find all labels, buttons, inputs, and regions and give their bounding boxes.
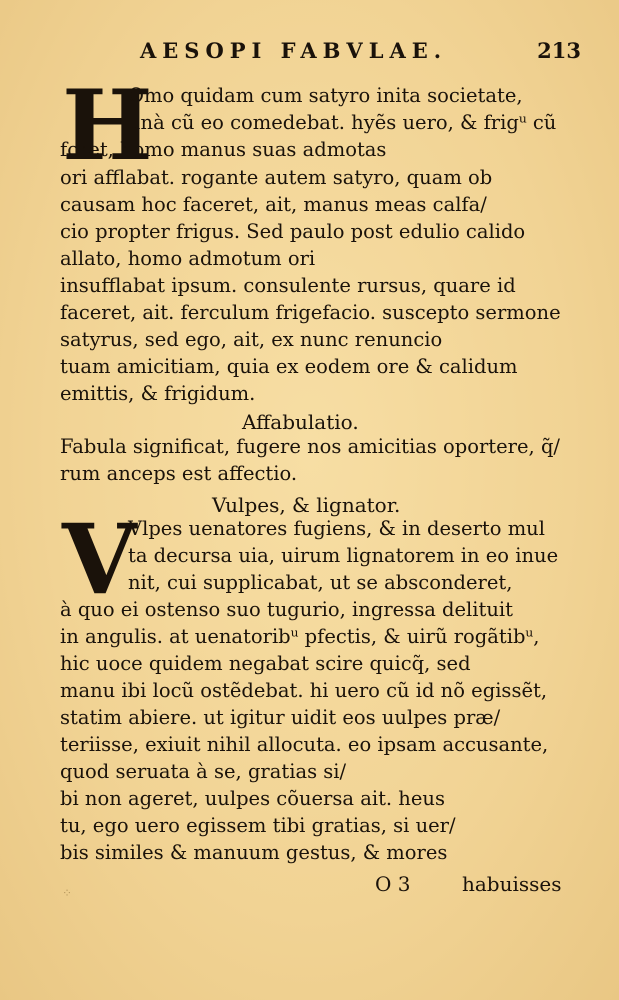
moral-heading: Affabulatio. (242, 410, 359, 434)
signature-mark: O 3 (375, 872, 411, 896)
text-line: hic uoce quidem negabat scire quicq̃, sed (60, 652, 471, 675)
text-line: à quo ei ostenso suo tugurio, ingressa delituit (60, 598, 513, 621)
text-line: tu, ego uero egissem tibi gratias, si uer/ (60, 814, 456, 837)
text-line: Vlpes uenatores fugiens, & in deserto mul (128, 517, 545, 540)
text-line: foret, homo manus suas admotas (60, 138, 387, 161)
text-line: insufflabat ipsum. consulente rursus, quare id (60, 274, 516, 297)
text-line: faceret, ait. ferculum frigefacio. suscepto sermone (60, 301, 561, 324)
catchword: habuisses (462, 872, 562, 896)
drop-cap-v: V (62, 503, 137, 616)
ink-smudge: ⁘ (62, 886, 73, 900)
fable-title: Vulpes, & lignator. (212, 493, 401, 517)
text-line: bis similes & manuum gestus, & mores (60, 841, 448, 864)
text-line: teriisse, exiuit nihil allocuta. eo ipsam accusante, (60, 733, 549, 756)
text-line: ta decursa uia, uirum lignatorem in eo inue (128, 544, 559, 567)
text-line: emittis, & frigidum. (60, 382, 256, 405)
text-line: causam hoc faceret, ait, manus meas calfa/ (60, 193, 487, 216)
text-line: cio propter frigus. Sed paulo post edulio calido (60, 220, 526, 243)
moral-line: rum anceps est affectio. (60, 462, 298, 485)
text-line: unà cũ eo comedebat. hyẽs uero, & frigᵘ cũ (128, 111, 557, 134)
drop-cap-h: H (62, 69, 153, 182)
text-line: nit, cui supplicabat, ut se absconderet, (128, 571, 513, 594)
text-line: satyrus, sed ego, ait, ex nunc renuncio (60, 328, 443, 351)
text-line: bi non ageret, uulpes cõuersa ait. heus (60, 787, 445, 810)
text-line: Omo quidam cum satyro inita societate, (128, 84, 523, 107)
running-title: AESOPI FABVLAE. (140, 38, 448, 63)
text-line: quod seruata à se, gratias si/ (60, 760, 347, 783)
text-line: manu ibi locũ ostẽdebat. hi uero cũ id nõ egissẽt, (60, 679, 548, 702)
text-line: ori afflabat. rogante autem satyro, quam ob (60, 166, 493, 189)
moral-line: Fabula significat, fugere nos amicitias oportere, q̃/ (60, 435, 560, 458)
text-line: tuam amicitiam, quia ex eodem ore & calidum (60, 355, 518, 378)
page-number: 213 (537, 38, 581, 63)
text-line: statim abiere. ut igitur uidit eos uulpes præ/ (60, 706, 501, 729)
text-line: allato, homo admotum ori (60, 247, 316, 270)
text-line: in angulis. at uenatoribᵘ pfectis, & uirũ rogãtibᵘ, (60, 625, 540, 648)
